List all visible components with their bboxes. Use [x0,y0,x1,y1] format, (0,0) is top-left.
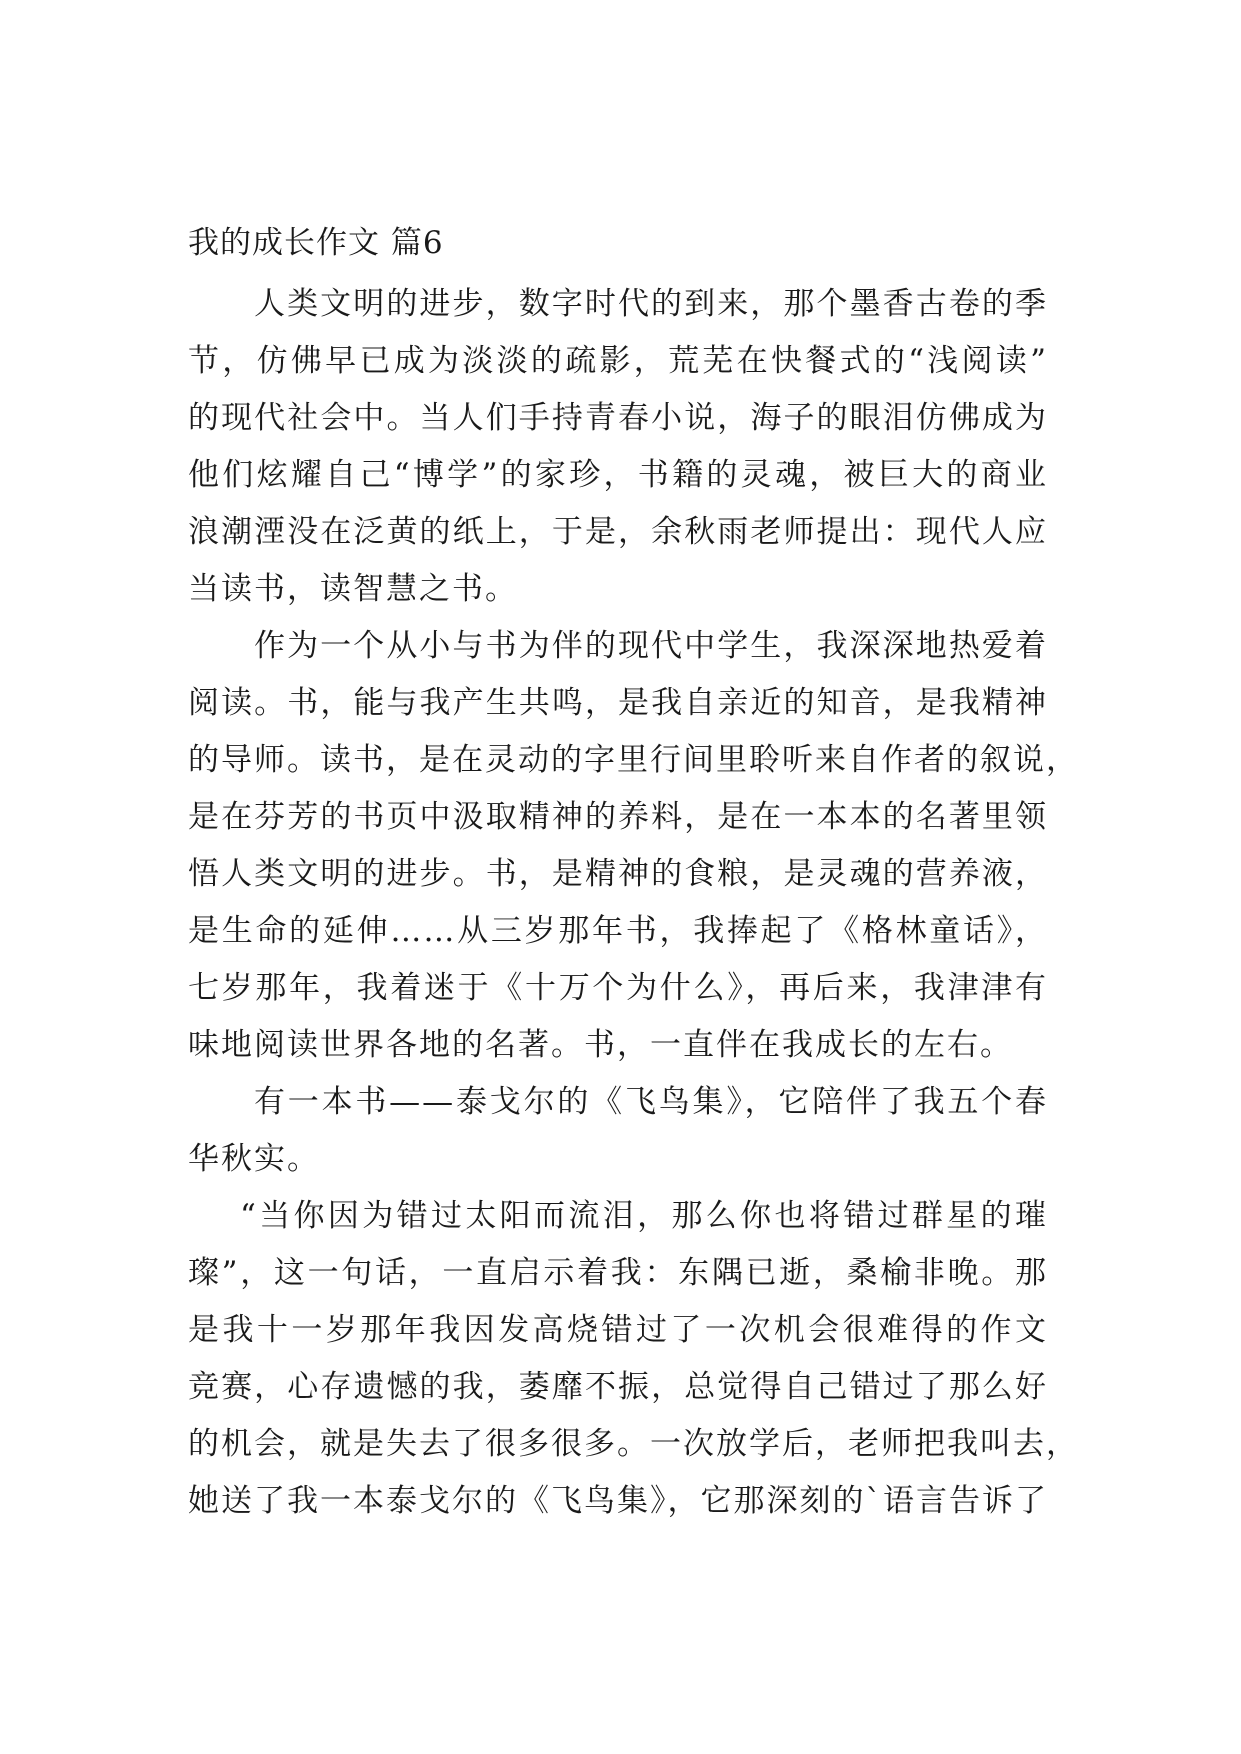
paragraph-line: 悟人类文明的进步。书，是精神的食粮，是灵魂的营养液， [188,856,1048,892]
paragraph-line: 七岁那年，我着迷于《十万个为什么》，再后来，我津津有 [188,970,1048,1006]
paragraph-line: 作为一个从小与书为伴的现代中学生，我深深地热爱着 [254,628,1048,664]
paragraph-line: “当你因为错过太阳而流泪，那么你也将错过群星的璀 [240,1198,1048,1234]
paragraph-line: 竞赛，心存遗憾的我，萎靡不振，总觉得自己错过了那么好 [188,1369,1048,1405]
paragraph-line: 是在芬芳的书页中汲取精神的养料，是在一本本的名著里领 [188,799,1048,835]
paragraph-line: 节，仿佛早已成为淡淡的疏影，荒芜在快餐式的“浅阅读” [188,343,1048,379]
document-heading: 我的成长作文 篇6 [188,225,444,261]
paragraph-line: 他们炫耀自己“博学”的家珍，书籍的灵魂，被巨大的商业 [188,457,1048,493]
paragraph-line: 的机会，就是失去了很多很多。一次放学后，老师把我叫去， [188,1426,1079,1462]
paragraph-line: 人类文明的进步，数字时代的到来，那个墨香古卷的季 [254,286,1048,322]
paragraph-line: 是生命的延伸……从三岁那年书，我捧起了《格林童话》， [188,913,1048,949]
paragraph-line: 当读书，读智慧之书。 [188,571,518,607]
paragraph-line: 有一本书——泰戈尔的《飞鸟集》，它陪伴了我五个春 [254,1084,1048,1120]
paragraph-line: 璨”，这一句话，一直启示着我：东隅已逝，桑榆非晚。那 [188,1255,1048,1291]
paragraph-line: 的现代社会中。当人们手持青春小说，海子的眼泪仿佛成为 [188,400,1048,436]
paragraph-line: 她送了我一本泰戈尔的《飞鸟集》，它那深刻的`语言告诉了 [188,1483,1048,1519]
paragraph-line: 味地阅读世界各地的名著。书，一直伴在我成长的左右。 [188,1027,1013,1063]
paragraph-line: 是我十一岁那年我因发高烧错过了一次机会很难得的作文 [188,1312,1048,1348]
paragraph-line: 浪潮湮没在泛黄的纸上，于是，余秋雨老师提出：现代人应 [188,514,1048,550]
paragraph-line: 华秋实。 [188,1141,320,1177]
paragraph-line: 的导师。读书，是在灵动的字里行间里聆听来自作者的叙说， [188,742,1079,778]
paragraph-line: 阅读。书，能与我产生共鸣，是我自亲近的知音，是我精神 [188,685,1048,721]
